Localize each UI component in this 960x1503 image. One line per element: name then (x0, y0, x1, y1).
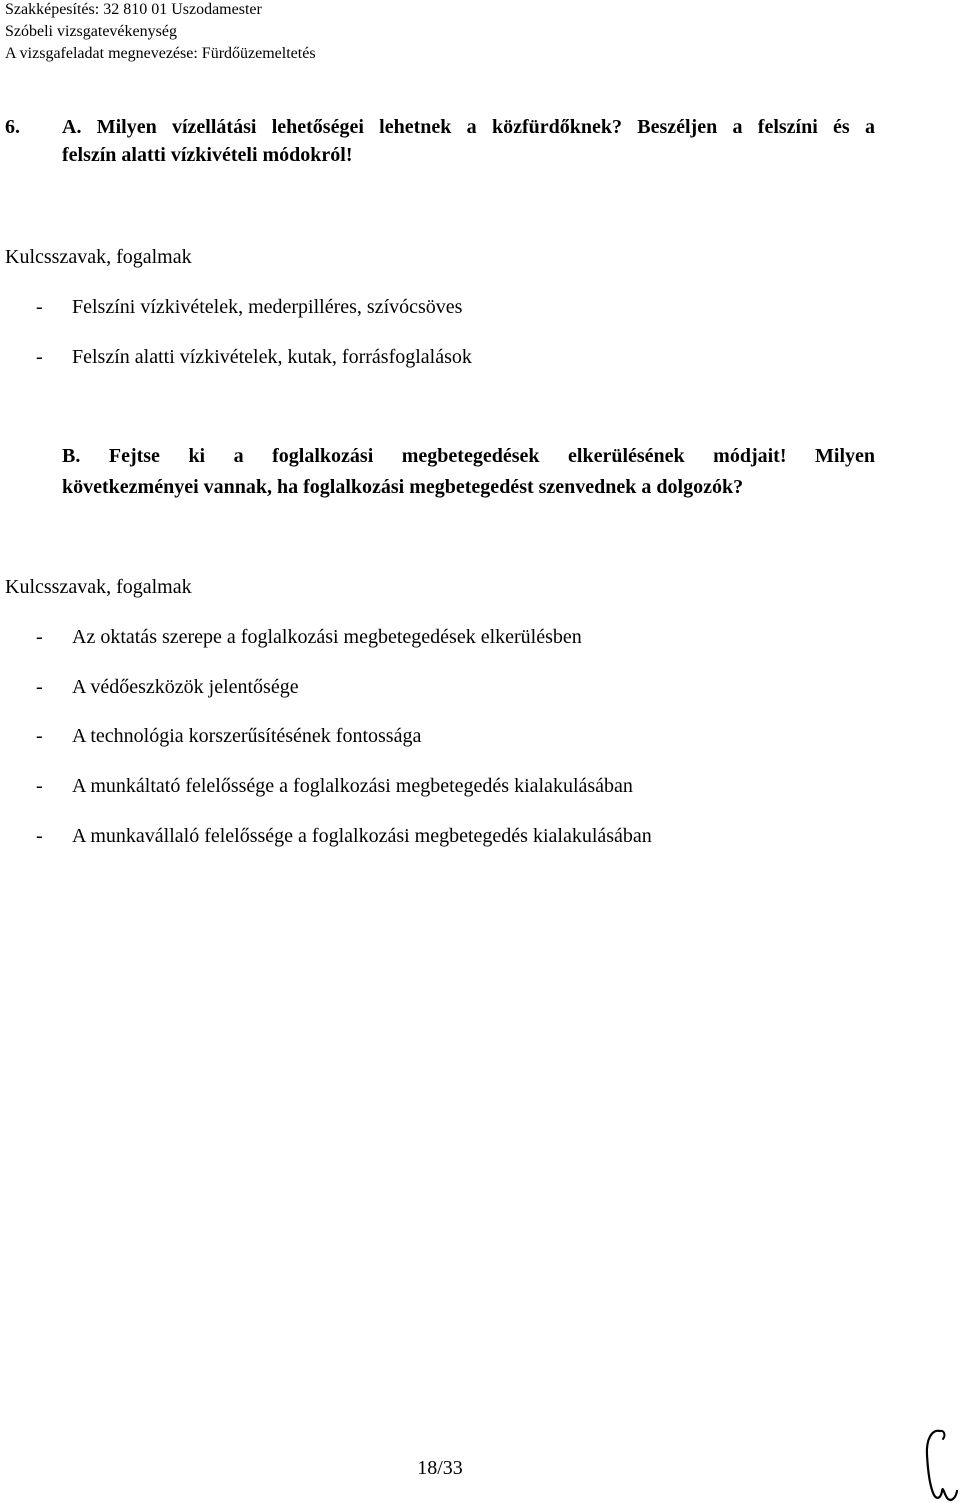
page-number: 18/33 (417, 1457, 463, 1479)
keyword-b-item-text: A védőeszközök jelentősége (72, 676, 299, 698)
bullet-dash: - (36, 725, 43, 747)
question-b-line2: következményei vannak, ha foglalkozási megbetegedést szenvednek a dolgozók? (62, 476, 744, 498)
keyword-b-item-text: Az oktatás szerepe a foglalkozási megbetegedések elkerülésben (72, 626, 582, 648)
keyword-b-item-text: A munkáltató felelőssége a foglalkozási megbetegedés kialakulásában (72, 775, 633, 797)
keyword-b-item (36, 624, 896, 650)
keyword-a-item-text: Felszín alatti vízkivételek, kutak, forrásfoglalások (72, 346, 472, 368)
keyword-a-item (36, 344, 896, 370)
keyword-b-item (36, 723, 896, 749)
handwritten-signature (918, 1425, 960, 1503)
keywords-b-heading: Kulcsszavak, fogalmak (5, 576, 192, 598)
bullet-dash: - (36, 346, 43, 368)
keyword-b-item (36, 674, 896, 700)
keywords-a-heading: Kulcsszavak, fogalmak (5, 246, 192, 268)
header-qualification: Szakképesítés: 32 810 01 Uszodamester (5, 1, 262, 18)
keyword-a-item (36, 294, 896, 320)
question-a-line1: A. Milyen vízellátási lehetőségei lehetnek a közfürdőknek? Beszéljen a felszíni és a (62, 116, 875, 138)
header-exam-activity: Szóbeli vizsgatevékenység (5, 23, 177, 40)
question-b-line1: B. Fejtse ki a foglalkozási megbetegedések elkerülésének módjait! Milyen (62, 445, 875, 467)
keyword-b-item-text: A munkavállaló felelőssége a foglalkozási megbetegedés kialakulásában (72, 825, 652, 847)
keyword-b-item (36, 823, 896, 849)
keyword-a-item-text: Felszíni vízkivételek, mederpilléres, szívócsöves (72, 296, 463, 318)
bullet-dash: - (36, 775, 43, 797)
bullet-dash: - (36, 296, 43, 318)
bullet-dash: - (36, 825, 43, 847)
question-number: 6. (5, 116, 20, 138)
bullet-dash: - (36, 676, 43, 698)
keyword-b-item (36, 773, 896, 799)
keyword-b-item-text: A technológia korszerűsítésének fontossága (72, 725, 422, 747)
question-a-line2: felszín alatti vízkivételi módokról! (62, 144, 353, 166)
header-task-name: A vizsgafeladat megnevezése: Fürdőüzemeltetés (5, 45, 316, 62)
bullet-dash: - (36, 626, 43, 648)
